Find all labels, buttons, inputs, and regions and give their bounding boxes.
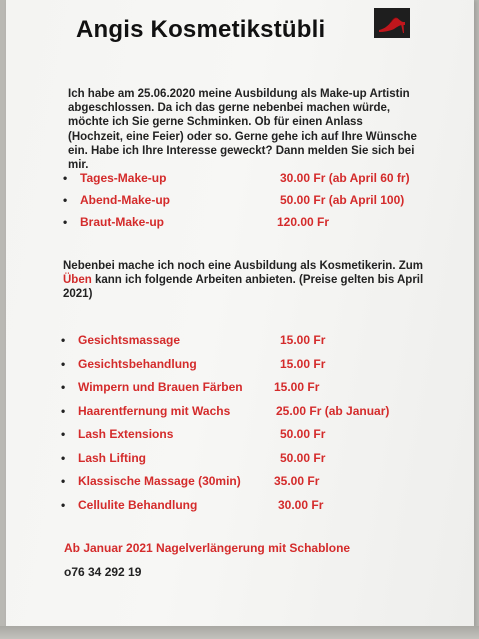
service-price: 15.00 Fr — [280, 356, 326, 371]
bullet-icon: • — [61, 497, 66, 512]
high-heel-shoe-icon — [374, 8, 410, 38]
page-title: Angis Kosmetikstübli — [76, 16, 326, 43]
service-price: 15.00 Fr — [274, 380, 320, 394]
service-price: 15.00 Fr — [280, 333, 326, 347]
cosmetic-text-after: kann ich folgende Arbeiten anbieten. (Preise gelten bis April 2021) — [63, 274, 424, 301]
bullet-icon: • — [61, 403, 66, 418]
intro-paragraph: Ich habe am 25.06.2020 meine Ausbildung als Make-up Artistin abgeschlossen. Da ich das gerne nebenbei machen würde, möchte ich Sie gerne Schminken. Ob für einen Anlass (Hochzeit, eine Feier) oder so. Gerne gehe ich auf Ihre Wünsche ein. Habe ich Ihre Interesse geweckt? Dann melden Sie sich bei mir. — [68, 88, 417, 172]
table-surface — [0, 626, 479, 639]
service-name: Tages-Make-up — [80, 171, 167, 185]
service-name: Gesichtsbehandlung — [78, 356, 197, 371]
service-name: Lash Lifting — [78, 450, 146, 465]
nail-extension-notice: Ab Januar 2021 Nagelverlängerung mit Schablone — [64, 541, 351, 555]
service-name: Cellulite Behandlung — [78, 497, 198, 512]
service-name: Haarentfernung mit Wachs — [78, 403, 231, 418]
service-price: 50.00 Fr (ab April 100) — [280, 193, 405, 207]
bullet-icon: • — [61, 356, 66, 371]
cosmetic-paragraph — [63, 259, 428, 302]
cosmetic-text-before: Nebenbei mache ich noch eine Ausbildung als Kosmetikerin. Zum — [63, 260, 423, 272]
price-list-sheet — [6, 0, 474, 628]
service-name: Klassische Massage (30min) — [78, 474, 241, 488]
cosmetic-highlight: Üben — [63, 274, 92, 287]
service-price: 120.00 Fr — [277, 215, 330, 229]
service-price: 25.00 Fr (ab Januar) — [276, 403, 390, 418]
service-price: 30.00 Fr (ab April 60 fr) — [280, 171, 410, 185]
bullet-icon: • — [61, 474, 66, 488]
bullet-icon: • — [63, 193, 68, 207]
service-name: Wimpern und Brauen Färben — [78, 380, 243, 394]
bullet-icon: • — [61, 380, 66, 394]
service-price: 30.00 Fr — [278, 497, 324, 512]
bullet-icon: • — [63, 215, 68, 229]
bullet-icon: • — [61, 450, 66, 465]
service-name: Abend-Make-up — [80, 193, 170, 207]
bullet-icon: • — [63, 171, 68, 185]
service-price: 50.00 Fr — [280, 427, 326, 441]
bullet-icon: • — [61, 333, 66, 347]
service-name: Lash Extensions — [78, 427, 174, 441]
service-name: Braut-Make-up — [80, 215, 165, 229]
service-price: 35.00 Fr — [274, 474, 320, 488]
service-name: Gesichtsmassage — [78, 333, 181, 347]
bullet-icon: • — [61, 427, 66, 441]
service-price: 50.00 Fr — [280, 450, 326, 465]
phone-number: o76 34 292 19 — [64, 565, 142, 579]
